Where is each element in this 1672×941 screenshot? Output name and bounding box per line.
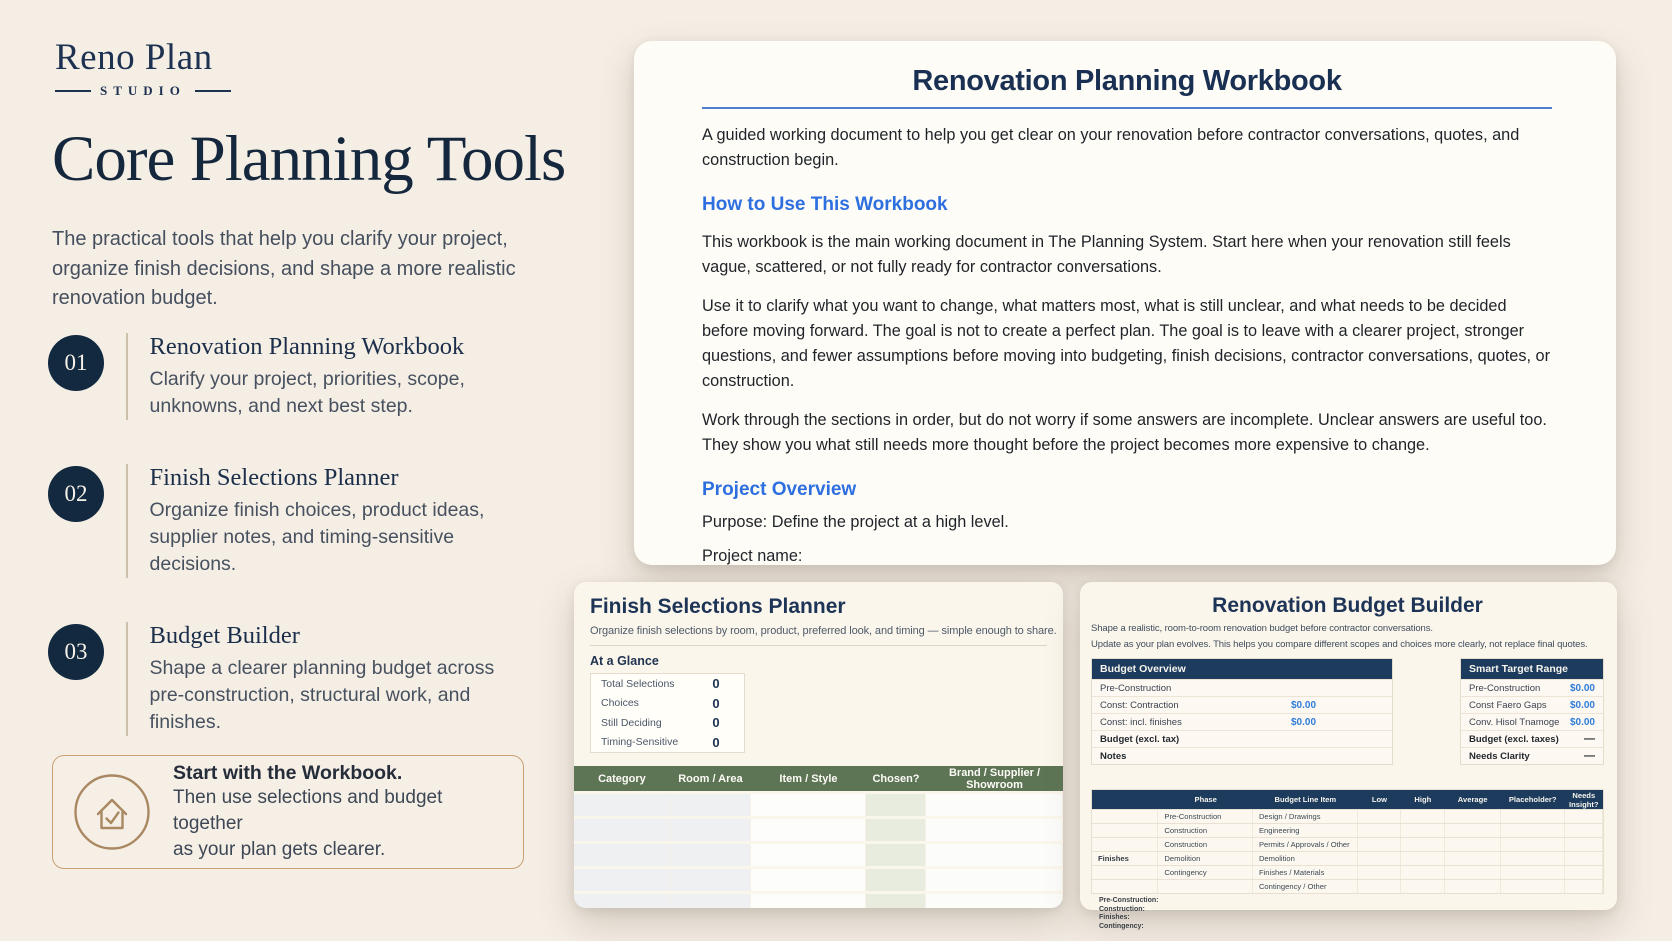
detail-table-cell: Construction — [1158, 824, 1253, 837]
detail-column-header: High — [1414, 795, 1432, 804]
detail-row-label: Finishes — [1092, 852, 1158, 865]
detail-table-cell — [1358, 866, 1401, 879]
glance-label: Timing-Sensitive — [601, 736, 679, 749]
finish-table-cell — [926, 894, 1063, 908]
finish-table-header — [574, 766, 1063, 791]
mini-row-label: Budget (excl. tax) — [1100, 733, 1180, 745]
detail-table-cell — [1565, 880, 1603, 893]
finish-table-row — [574, 794, 1063, 816]
mini-row-label: Notes — [1100, 750, 1127, 762]
mini-table-row — [1461, 730, 1603, 747]
finish-table-cell — [866, 894, 926, 908]
glance-row — [591, 694, 744, 714]
tools-list — [48, 333, 528, 780]
mini-table-row — [1092, 747, 1392, 764]
workbook-title-underline — [702, 107, 1552, 109]
finish-table-cell — [866, 794, 926, 816]
footnote-line: Contingency: — [1099, 922, 1144, 930]
budget-title: Renovation Budget Builder — [1212, 594, 1483, 617]
workbook-paragraph: Work through the sections in order, but do not worry if some answers are incomplete. Unclear answers are useful too. They show you what still needs more thought before the project becomes more expensive to change. — [702, 411, 1547, 454]
finish-table-row — [574, 894, 1063, 908]
glance-label: Still Deciding — [601, 716, 662, 729]
mini-table-row — [1461, 696, 1603, 713]
finish-table-cell — [670, 844, 751, 866]
finish-subtitle: Organize finish selections by room, product, preferred look, and timing — simple enough to share. — [590, 625, 1057, 637]
mini-row-label: Budget (excl. taxes) — [1469, 733, 1559, 745]
detail-table-cell: Contingency — [1158, 866, 1253, 879]
budget-subtitle-1: Shape a realistic, room-to-room renovation budget before contractor conversations. — [1091, 623, 1433, 634]
brand-logo — [55, 36, 231, 99]
detail-table-row — [1092, 865, 1603, 879]
tool-title: Finish Selections Planner — [149, 464, 399, 491]
detail-table-cell — [1565, 824, 1603, 837]
detail-table-cell: Construction — [1158, 838, 1253, 851]
detail-table-cell — [1401, 880, 1444, 893]
detail-table-cell — [1401, 852, 1444, 865]
finish-table-cell — [670, 794, 751, 816]
finish-table-cell — [751, 794, 866, 816]
detail-table-cell — [1401, 824, 1444, 837]
workbook-project-name-line: Project name: — [702, 547, 803, 565]
mini-table-row — [1461, 713, 1603, 730]
mini-row-label: Const Faero Gaps — [1469, 699, 1547, 711]
finish-planner-preview-card[interactable] — [574, 582, 1063, 908]
finish-column-header: Brand / Supplier / Showroom — [948, 766, 1041, 791]
finish-glance-table — [590, 673, 745, 753]
detail-table-cell — [1158, 880, 1253, 893]
mini-row-value: $0.00 — [1290, 716, 1317, 728]
finish-table-cell — [574, 869, 670, 891]
detail-table-cell: Contingency / Other — [1253, 880, 1358, 893]
detail-table-cell — [1501, 866, 1565, 879]
finish-table-cell — [574, 894, 670, 908]
detail-table-cell: Demolition — [1253, 852, 1358, 865]
smart-target-range-table — [1460, 658, 1604, 765]
finish-table-row — [574, 844, 1063, 866]
glance-label: Choices — [601, 697, 639, 710]
detail-table-cell — [1445, 866, 1501, 879]
budget-detail-table — [1091, 789, 1604, 894]
detail-table-cell — [1445, 810, 1501, 823]
detail-table-cell: Pre-Construction — [1158, 810, 1253, 823]
detail-table-cell — [1565, 866, 1603, 879]
footnote-line: Finishes: — [1099, 914, 1130, 921]
finish-table-cell — [670, 819, 751, 841]
finish-table-cell — [670, 894, 751, 908]
budget-subtitle-2: Update as your plan evolves. This helps you compare different scopes and choices more clearly, not replace final quotes. — [1091, 639, 1588, 650]
mini-row-label: Const: Contraction — [1100, 699, 1179, 711]
mini-table-row — [1092, 713, 1392, 730]
detail-table-cell — [1445, 852, 1501, 865]
detail-table-cell: Design / Drawings — [1253, 810, 1358, 823]
mini-table-row — [1092, 679, 1392, 696]
mini-row-label: Pre-Construction — [1469, 682, 1541, 694]
finish-table-cell — [866, 819, 926, 841]
logo-rule-left — [55, 90, 91, 92]
workbook-preview-card[interactable] — [634, 41, 1616, 565]
mini-table-row — [1092, 730, 1392, 747]
tool-item-workbook — [48, 333, 528, 420]
finish-table-cell — [751, 894, 866, 908]
detail-table-cell — [1401, 838, 1444, 851]
glance-row — [591, 674, 744, 694]
finish-table-row — [574, 869, 1063, 891]
finish-glance-heading: At a Glance — [590, 654, 659, 668]
workbook-purpose-line: Purpose: Define the project at a high level. — [702, 513, 1009, 531]
finish-column-header: Chosen? — [872, 772, 920, 785]
detail-table-cell — [1445, 838, 1501, 851]
detail-table-cell — [1501, 880, 1565, 893]
detail-table-cell — [1501, 810, 1565, 823]
detail-row-label — [1092, 866, 1158, 879]
detail-column-header: Needs Insight? — [1569, 790, 1599, 809]
mini-row-label: Conv. Hisol Tnamoge — [1469, 716, 1560, 728]
tool-number-badge: 01 — [48, 335, 104, 391]
detail-table-cell — [1445, 824, 1501, 837]
finish-table-cell — [866, 869, 926, 891]
tool-item-budget — [48, 622, 528, 736]
house-check-icon — [73, 773, 151, 851]
detail-table-cell — [1565, 838, 1603, 851]
mini-row-value: $0.00 — [1569, 699, 1595, 711]
detail-row-label — [1092, 824, 1158, 837]
detail-column-header: Low — [1371, 795, 1387, 804]
mini-row-label: Pre-Construction — [1100, 682, 1172, 694]
detail-row-label — [1092, 810, 1158, 823]
logo-rule-right — [195, 90, 231, 92]
finish-column-header: Category — [598, 772, 646, 785]
mini-table-row — [1461, 747, 1603, 764]
detail-table-cell — [1445, 880, 1501, 893]
detail-table-cell — [1565, 810, 1603, 823]
finish-divider — [590, 645, 1047, 646]
finish-table-cell — [926, 819, 1063, 841]
detail-table-row — [1092, 879, 1603, 893]
tool-number-badge: 02 — [48, 466, 104, 522]
workbook-paragraph: Use it to clarify what you want to change, what matters most, what is still unclear, and what needs to be decided before moving forward. The goal is not to create a perfect plan. The goal is to leave with a clearer project, stronger questions, and fewer assumptions before moving into budgeting, finish decisions, contractor conversations, quotes, or construction. — [702, 297, 1551, 390]
finish-title: Finish Selections Planner — [590, 595, 846, 618]
mini-row-value: — — [1584, 733, 1595, 745]
callout-line-1: Then use selections and budget together — [173, 786, 443, 834]
detail-table-cell: Demolition — [1158, 852, 1253, 865]
workbook-paragraph: This workbook is the main working document in The Planning System. Start here when your renovation still feels vague, scattered, or not fully ready for contractor conversations. — [702, 233, 1511, 276]
finish-column-header: Room / Area — [678, 772, 743, 785]
page-intro: The practical tools that help you clarify your project, organize finish decisions, and shape a more realistic renovation budget. — [52, 228, 516, 309]
mini-row-label: Needs Clarity — [1469, 750, 1530, 762]
mini-row-label: Const: incl. finishes — [1100, 716, 1182, 728]
start-tip-callout — [52, 755, 524, 869]
mini-table-row — [1461, 679, 1603, 696]
detail-table-cell: Permits / Approvals / Other — [1253, 838, 1358, 851]
detail-table-row — [1092, 851, 1603, 865]
tool-desc: Shape a clearer planning budget across pre-construction, structural work, and finishes. — [149, 657, 495, 733]
budget-phase-footnote — [1091, 897, 1604, 931]
detail-table-header — [1092, 790, 1603, 809]
budget-builder-preview-card[interactable] — [1080, 582, 1617, 930]
workbook-title: Renovation Planning Workbook — [912, 65, 1342, 97]
finish-table-cell — [751, 869, 866, 891]
finish-table-cell — [751, 819, 866, 841]
brand-subline — [55, 83, 231, 99]
detail-row-label — [1092, 838, 1158, 851]
workbook-intro: A guided working document to help you get clear on your renovation before contractor conversations, quotes, and construction begin. — [702, 126, 1520, 169]
detail-table-cell: Engineering — [1253, 824, 1358, 837]
glance-value: 0 — [712, 676, 720, 692]
detail-table-cell — [1501, 838, 1565, 851]
finish-table-cell — [926, 869, 1063, 891]
detail-table-cell — [1358, 880, 1401, 893]
detail-table-cell — [1401, 810, 1444, 823]
finish-selections-table — [574, 766, 1063, 908]
detail-table-cell: Finishes / Materials — [1253, 866, 1358, 879]
finish-table-cell — [751, 844, 866, 866]
detail-column-header: Phase — [1194, 795, 1217, 804]
detail-column-header: Placeholder? — [1508, 795, 1557, 804]
detail-table-cell — [1501, 852, 1565, 865]
tool-number-badge: 03 — [48, 624, 104, 680]
finish-table-cell — [574, 844, 670, 866]
glance-row — [591, 733, 744, 753]
tool-desc: Clarify your project, priorities, scope, unknowns, and next best step. — [149, 368, 465, 417]
finish-table-cell — [866, 844, 926, 866]
detail-table-cell — [1358, 824, 1401, 837]
mini-row-value: $0.00 — [1569, 682, 1595, 694]
finish-table-cell — [574, 794, 670, 816]
finish-table-cell — [670, 869, 751, 891]
workbook-section-heading-how: How to Use This Workbook — [702, 194, 948, 215]
brand-name: Reno Plan — [55, 37, 213, 78]
mini-row-value: — — [1584, 750, 1595, 762]
finish-table-row — [574, 819, 1063, 841]
glance-value: 0 — [712, 695, 720, 711]
glance-row — [591, 713, 744, 733]
detail-table-row — [1092, 823, 1603, 837]
tool-desc: Organize finish choices, product ideas, supplier notes, and timing-sensitive decisions. — [149, 499, 485, 575]
page-title: Core Planning Tools — [52, 123, 566, 195]
detail-column-header: Average — [1457, 795, 1488, 804]
budget-overview-table — [1091, 658, 1393, 765]
detail-table-row — [1092, 837, 1603, 851]
glance-label: Total Selections — [601, 677, 675, 690]
mini-table-header: Budget Overview — [1092, 659, 1392, 679]
tool-title: Renovation Planning Workbook — [149, 333, 465, 360]
glance-value: 0 — [712, 715, 720, 731]
detail-table-cell — [1501, 824, 1565, 837]
tool-item-selections — [48, 464, 528, 578]
mini-row-value: $0.00 — [1290, 699, 1317, 711]
detail-row-label — [1092, 880, 1158, 893]
callout-title: Start with the Workbook. — [173, 761, 403, 784]
detail-column-header: Budget Line Item — [1274, 795, 1337, 804]
finish-table-cell — [574, 819, 670, 841]
detail-table-row — [1092, 809, 1603, 823]
callout-line-2: as your plan gets clearer. — [173, 838, 386, 860]
mini-row-value: $0.00 — [1569, 716, 1595, 728]
footnote-line: Pre-Construction: — [1099, 897, 1159, 904]
glance-value: 0 — [712, 734, 720, 750]
detail-table-cell — [1358, 852, 1401, 865]
footnote-line: Construction: — [1099, 905, 1145, 913]
workbook-section-heading-overview: Project Overview — [702, 479, 857, 500]
detail-table-cell — [1358, 810, 1401, 823]
finish-column-header: Item / Style — [779, 772, 838, 785]
finish-table-cell — [926, 794, 1063, 816]
mini-table-header: Smart Target Range — [1461, 659, 1603, 679]
detail-table-cell — [1401, 866, 1444, 879]
brand-sub: STUDIO — [100, 83, 186, 98]
finish-table-cell — [926, 844, 1063, 866]
detail-table-cell — [1358, 838, 1401, 851]
detail-table-cell — [1565, 852, 1603, 865]
mini-table-row — [1092, 696, 1392, 713]
tool-title: Budget Builder — [149, 622, 300, 649]
